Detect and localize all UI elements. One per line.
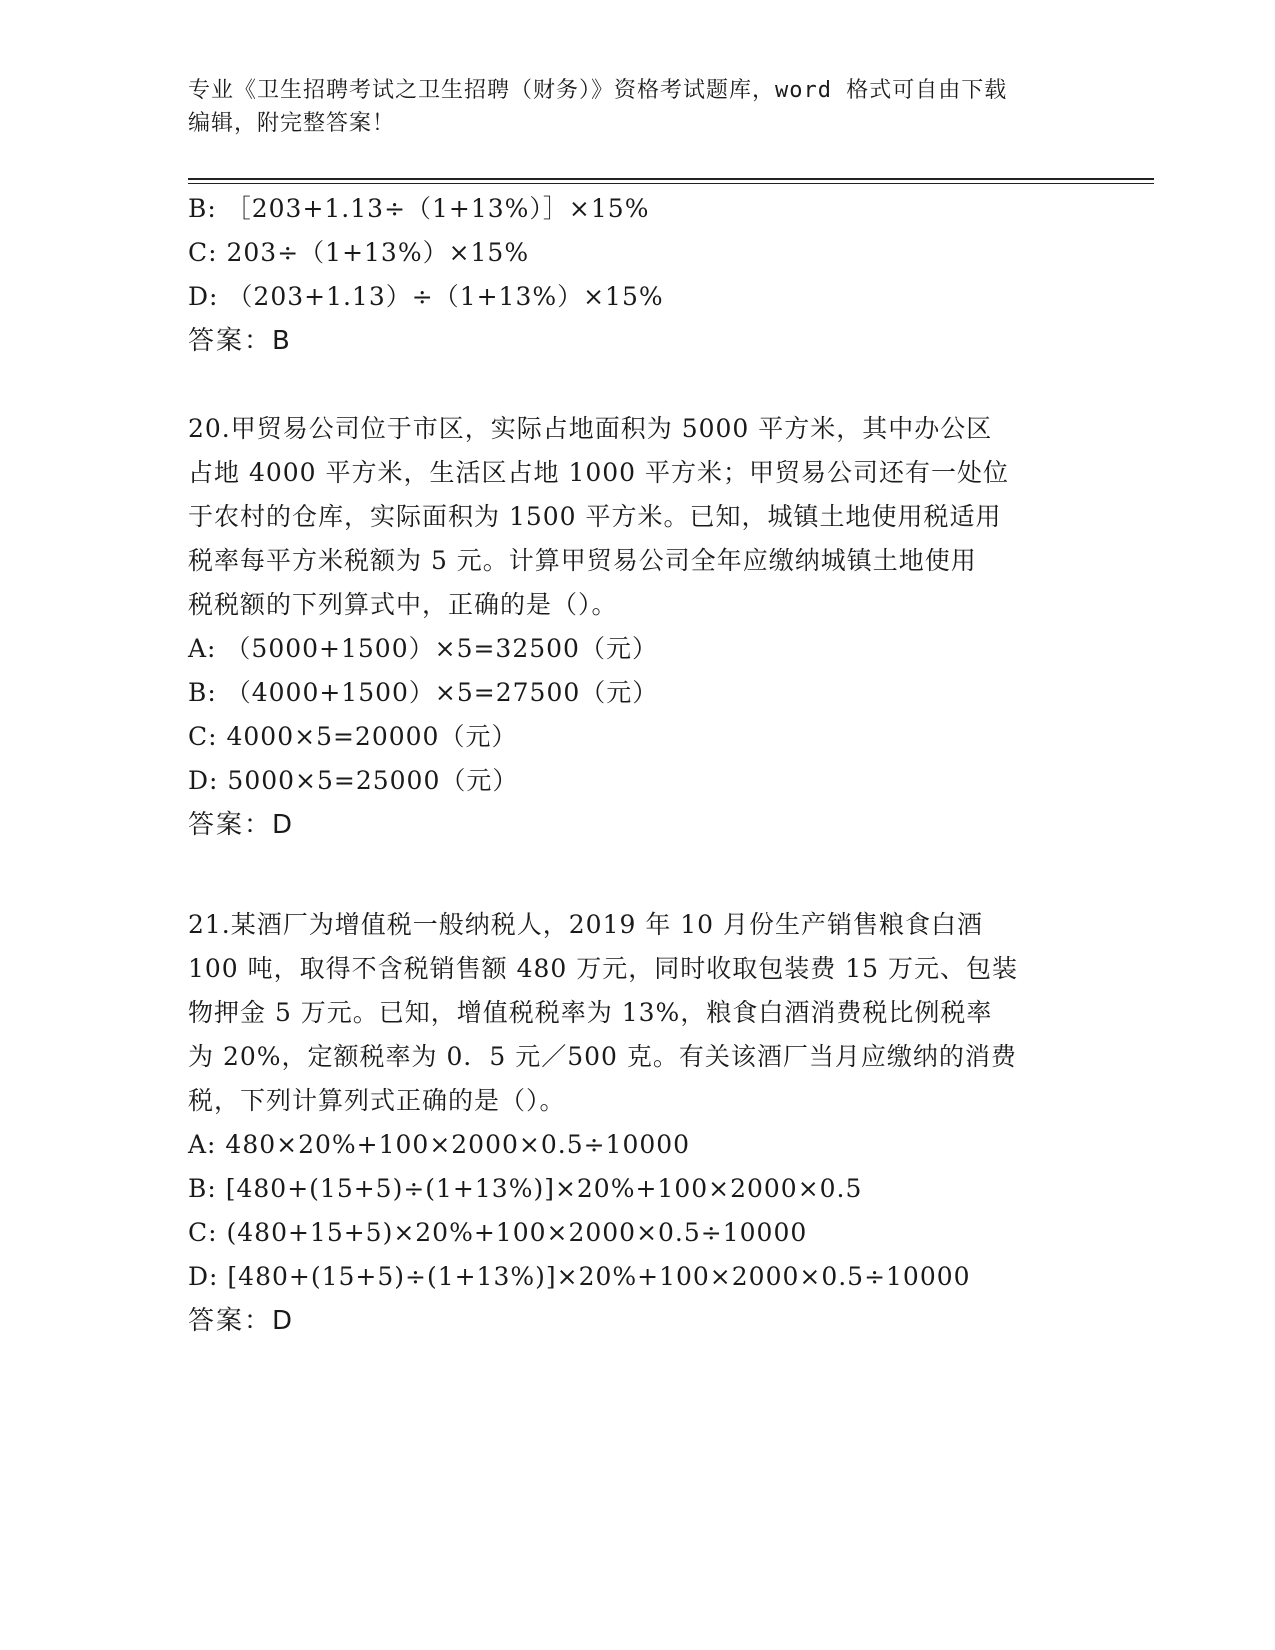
- q20-stem-line-5: 税税额的下列算式中，正确的是（）。: [188, 590, 618, 619]
- document-header: [188, 74, 1088, 140]
- q21-answer: 答案：D: [188, 1306, 295, 1336]
- q21-stem-line-3: 物押金 5 万元。已知，增值税税率为 13%，粮食白酒消费税比例税率: [188, 998, 993, 1027]
- q20-stem-line-4: 税率每平方米税额为 5 元。计算甲贸易公司全年应缴纳城镇土地使用: [188, 546, 977, 575]
- q21-option-c: C: (480+15+5)×20%+100×2000×0.5÷10000: [188, 1218, 808, 1247]
- q21-stem-line-4: 为 20%，定额税率为 0．5 元／500 克。有关该酒厂当月应缴纳的消费: [188, 1042, 1017, 1071]
- q19-option-c: C: 203÷（1+13%）×15%: [188, 238, 530, 267]
- q20-option-b: B: （4000+1500）×5=27500（元）: [188, 678, 659, 707]
- header-line-1: 专业《卫生招聘考试之卫生招聘（财务）》资格考试题库，word 格式可自由下载: [188, 78, 1008, 103]
- q20-stem-line-1: 20.甲贸易公司位于市区，实际占地面积为 5000 平方米，其中办公区: [188, 414, 993, 443]
- q20-option-d: D: 5000×5=25000（元）: [188, 766, 519, 795]
- q20-option-a: A: （5000+1500）×5=32500（元）: [188, 634, 658, 663]
- q21-stem-line-1: 21.某酒厂为增值税一般纳税人，2019 年 10 月份生产销售粮食白酒: [188, 910, 984, 939]
- q21-stem-line-5: 税，下列计算列式正确的是（）。: [188, 1086, 566, 1115]
- q21-option-a: A: 480×20%+100×2000×0.5÷10000: [188, 1130, 691, 1159]
- q19-option-d: D: （203+1.13）÷（1+13%）×15%: [188, 282, 664, 311]
- q19-answer: 答案：B: [188, 326, 292, 356]
- q20-option-c: C: 4000×5=20000（元）: [188, 722, 518, 751]
- q21-option-d: D: [480+(15+5)÷(1+13%)]×20%+100×2000×0.5÷10000: [188, 1262, 971, 1291]
- q20-answer: 答案：D: [188, 810, 295, 840]
- q20-stem-line-3: 于农村的仓库，实际面积为 1500 平方米。已知，城镇土地使用税适用: [188, 502, 1002, 531]
- header-line-2: 编辑，附完整答案！: [188, 111, 396, 136]
- q21-option-b: B: [480+(15+5)÷(1+13%)]×20%+100×2000×0.5: [188, 1174, 863, 1203]
- header-divider-thin: [188, 183, 1154, 184]
- q20-stem-line-2: 占地 4000 平方米，生活区占地 1000 平方米；甲贸易公司还有一处位: [188, 458, 1010, 487]
- q19-option-b: B: ［203+1.13÷（1+13%）］×15%: [188, 194, 650, 223]
- q21-stem-line-2: 100 吨，取得不含税销售额 480 万元，同时收取包装费 15 万元、包装: [188, 954, 1018, 983]
- header-divider-thick: [188, 178, 1154, 180]
